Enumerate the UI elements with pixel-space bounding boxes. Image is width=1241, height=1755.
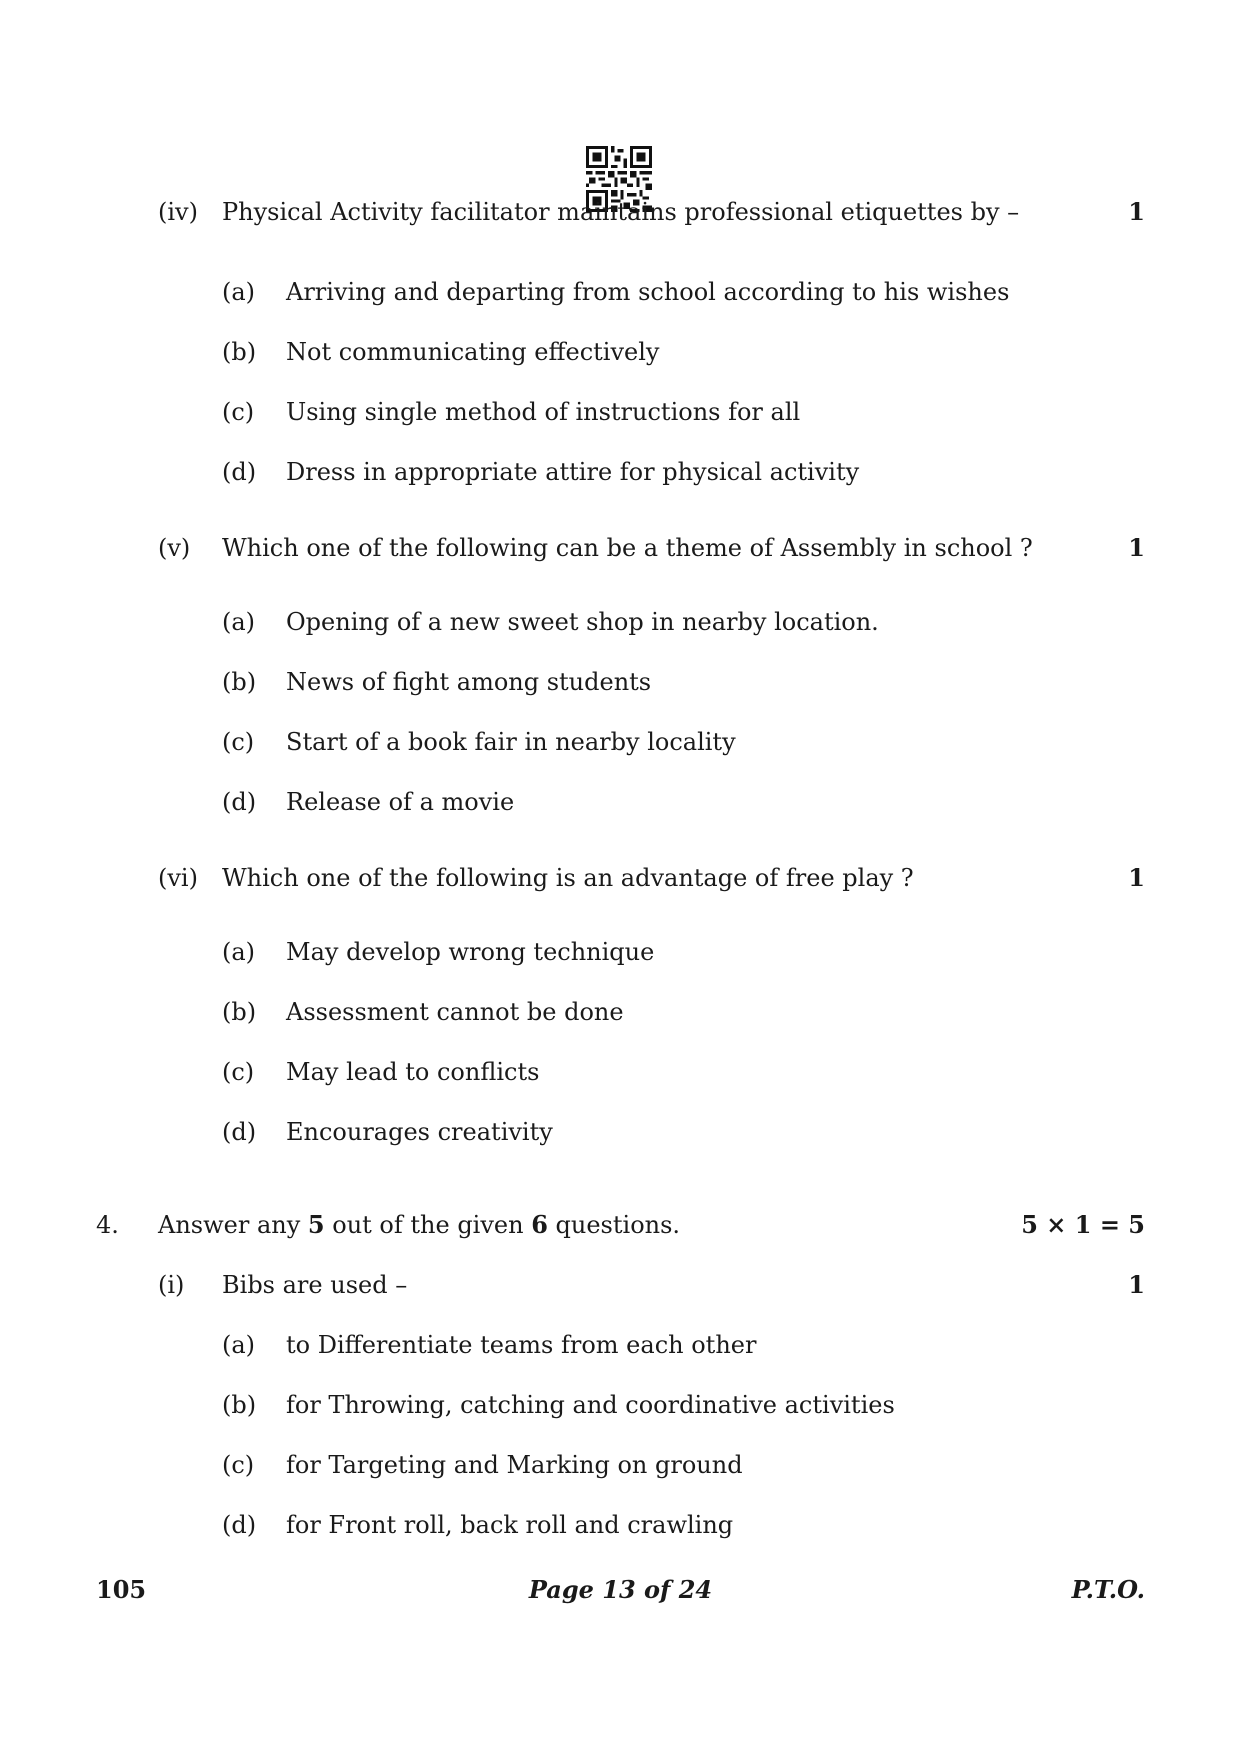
- option-label: (b): [222, 1391, 257, 1419]
- option-label: (c): [222, 398, 255, 426]
- option-text: for Throwing, catching and coordinative activities: [286, 1391, 895, 1419]
- paper-code: 105: [96, 1575, 147, 1604]
- question-number: (i): [158, 1271, 185, 1299]
- question-text: Physical Activity facilitator maintains professional etiquettes by –: [222, 198, 1020, 226]
- option-label: (a): [222, 608, 256, 636]
- option-label: (c): [222, 728, 255, 756]
- option-label: (d): [222, 1118, 257, 1146]
- option-text: Dress in appropriate attire for physical activity: [286, 458, 860, 486]
- question-marks: 1: [1128, 863, 1145, 892]
- question-marks: 1: [1128, 197, 1145, 226]
- option-text: to Differentiate teams from each other: [286, 1331, 757, 1359]
- option-label: (c): [222, 1058, 255, 1086]
- page-number: Page 13 of 24: [528, 1575, 713, 1604]
- option-label: (d): [222, 1511, 257, 1539]
- pto-label: P.T.O.: [1071, 1575, 1145, 1604]
- option-label: (c): [222, 1451, 255, 1479]
- option-text: Start of a book fair in nearby locality: [286, 728, 736, 756]
- option-label: (a): [222, 938, 256, 966]
- question-marks: 1: [1128, 1270, 1145, 1299]
- option-text: Assessment cannot be done: [286, 998, 624, 1026]
- option-text: May lead to conflicts: [286, 1058, 540, 1086]
- option-text: Using single method of instructions for all: [286, 398, 801, 426]
- question-number: (v): [158, 534, 191, 562]
- option-label: (a): [222, 278, 256, 306]
- option-label: (d): [222, 458, 257, 486]
- question-marks: 5 × 1 = 5: [1021, 1210, 1145, 1239]
- option-label: (b): [222, 998, 257, 1026]
- question-text: Bibs are used –: [222, 1271, 408, 1299]
- question-number: (iv): [158, 198, 198, 226]
- option-text: Arriving and departing from school according to his wishes: [286, 278, 1010, 306]
- option-text: Release of a movie: [286, 788, 515, 816]
- option-label: (b): [222, 668, 257, 696]
- option-label: (a): [222, 1331, 256, 1359]
- option-text: News of fight among students: [286, 668, 652, 696]
- question-text: Which one of the following can be a theme of Assembly in school ?: [222, 534, 1033, 562]
- question-number: 4.: [96, 1211, 119, 1239]
- question-text: Answer any 5 out of the given 6 questions.: [158, 1210, 681, 1239]
- option-text: Encourages creativity: [286, 1118, 553, 1146]
- option-text: for Targeting and Marking on ground: [286, 1451, 743, 1479]
- option-label: (d): [222, 788, 257, 816]
- question-marks: 1: [1128, 533, 1145, 562]
- option-text: for Front roll, back roll and crawling: [286, 1511, 734, 1539]
- option-text: Not communicating effectively: [286, 338, 660, 366]
- option-text: Opening of a new sweet shop in nearby location.: [286, 608, 879, 636]
- option-label: (b): [222, 338, 257, 366]
- question-number: (vi): [158, 864, 198, 892]
- option-text: May develop wrong technique: [286, 938, 655, 966]
- question-text: Which one of the following is an advantage of free play ?: [222, 864, 914, 892]
